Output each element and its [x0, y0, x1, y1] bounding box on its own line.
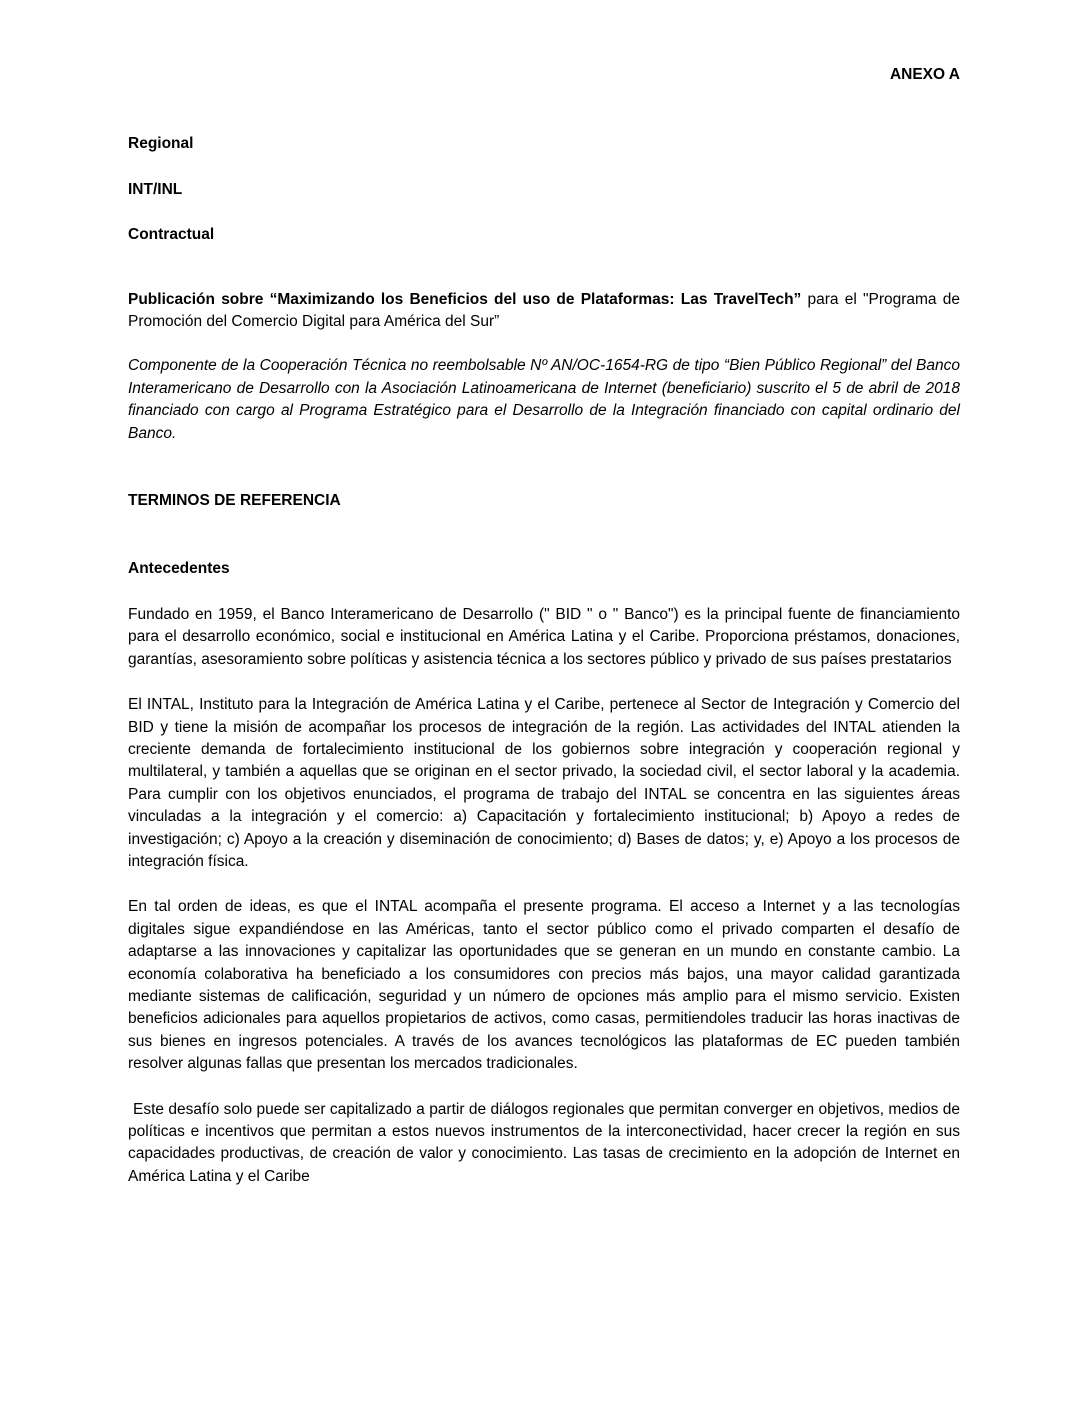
section-heading-terminos-de-referencia: TERMINOS DE REFERENCIA: [128, 492, 341, 510]
document-title-bold: Publicación sobre “Maximizando los Beneficios del uso de Plataformas: Las TravelTech”: [128, 290, 802, 308]
document-title: [128, 289, 960, 334]
document-title-regular: para el "Programa de Promoción del Comercio Digital para América del Sur”: [128, 290, 960, 331]
meta-int-inl: INT/INL: [128, 180, 183, 198]
annex-label: ANEXO A: [889, 66, 960, 83]
paragraph-este-desafio: Este desafío solo puede ser capitalizado a partir de diálogos regionales que permitan converger en objetivos, medios de políticas e incentivos que permitan a estos nuevos instrumentos de la interconectividad, hacer crecer la región en sus capacidades productivas, de creación de valor y conocimiento. Las tasas de crecimiento en la adopción de Internet en América Latina y el Caribe: [128, 1100, 960, 1185]
meta-regional: Regional: [128, 135, 194, 153]
component-note: Componente de la Cooperación Técnica no reembolsable Nº AN/OC-1654-RG de tipo “Bien Público Regional” del Banco Interamericano de Desarrollo con la Asociación Latinoamericana de Internet (beneficiario) suscrito el 5 de abril de 2018 financiado con cargo al Programa Estratégico para el Desarrollo de la Integración financiado con capital ordinario del Banco.: [128, 357, 960, 442]
paragraph-el-intal: El INTAL, Instituto para la Integración de América Latina y el Caribe, pertenece al Sector de Integración y Comercio del BID y tiene la misión de acompañar los procesos de integración de la región. Las actividades del INTAL atienden la creciente demanda de fortalecimiento institucional de los gobiernos sobre integración y cooperación regional y multilateral, y también a aquellas que se originan en el sector privado, la sociedad civil, el sector laboral y la academia. Para cumplir con los objetivos enunciados, el programa de trabajo del INTAL se concentra en las siguientes áreas vinculadas a la integración y el comercio: a) Capacitación y fortalecimiento institucional; b) Apoyo a redes de investigación; c) Apoyo a la creación y diseminación de conocimiento; d) Bases de datos; y, e) Apoyo a los procesos de integración física.: [128, 696, 960, 870]
paragraph-en-tal-orden: En tal orden de ideas, es que el INTAL acompaña el presente programa. El acceso a Internet y a las tecnologías digitales sigue expandiéndose en las Américas, tanto el sector público como el privado comparten el desafío de adaptarse a las innovaciones y capitalizar las oportunidades que se generan en un mundo en constante cambio. La economía colaborativa ha beneficiado a los consumidores con precios más bajos, una mayor calidad garantizada mediante sistemas de calificación, seguridad y un número de opciones más amplio para el mismo servicio. Existen beneficios adicionales para aquellos propietarios de activos, como casas, permitiendoles traducir las horas inactivas de sus bienes en ingresos potenciales. A través de los avances tecnológicos las plataformas de EC pueden también resolver algunas fallas que presentan los mercados tradicionales.: [128, 898, 960, 1073]
subsection-heading-antecedentes: Antecedentes: [128, 560, 230, 578]
meta-contractual: Contractual: [128, 226, 215, 244]
paragraph-fundado-1959: Fundado en 1959, el Banco Interamericano de Desarrollo (" BID " o " Banco") es la principal fuente de financiamiento para el desarrollo económico, social e institucional en América Latina y el Caribe. Proporciona préstamos, donaciones, garantías, asesoramiento sobre políticas y asistencia técnica a los sectores público y privado de sus países prestatarios: [128, 605, 960, 668]
